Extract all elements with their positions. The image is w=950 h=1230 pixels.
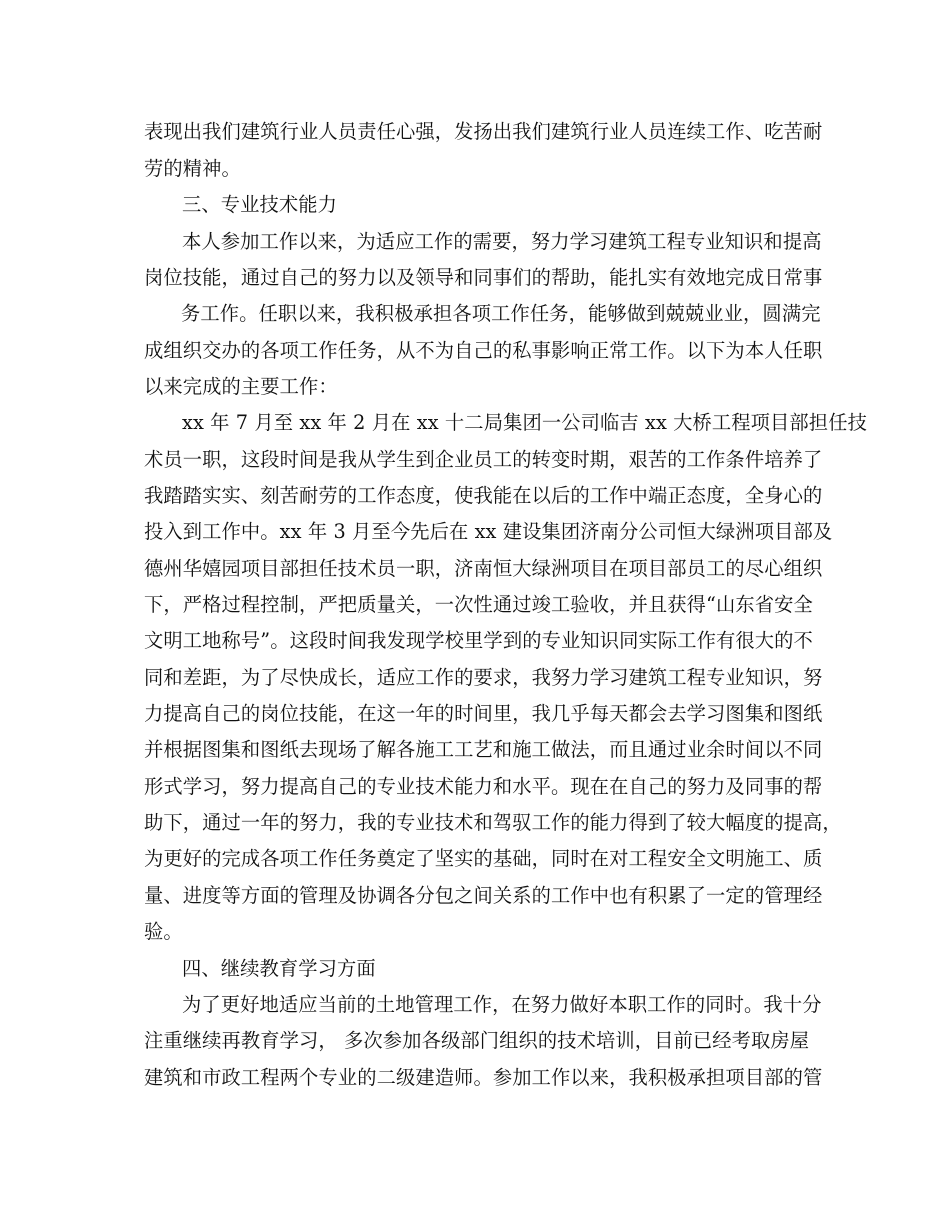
paragraph-line: xx 年 7 月至 xx 年 2 月在 xx 十二局集团一公司临吉 xx 大桥工程项目部担任技 <box>182 411 867 434</box>
paragraph-line: 量、进度等方面的管理及协调各分包之间关系的工作中也有积累了一定的管理经 <box>144 884 823 907</box>
section-heading-professional-skills: 三、专业技术能力 <box>182 193 338 216</box>
paragraph-line: 术员一职，这段时间是我从学生到企业员工的转变时期，艰苦的工作条件培养了 <box>144 448 823 471</box>
paragraph-line: 并根据图集和图纸去现场了解各施工工艺和施工做法，而且通过业余时间以不同 <box>144 738 823 761</box>
paragraph-line: 表现出我们建筑行业人员责任心强，发扬出我们建筑行业人员连续工作、吃苦耐 <box>144 120 823 143</box>
paragraph-line: 形式学习，努力提高自己的专业技术能力和水平。现在在自己的努力及同事的帮 <box>144 775 823 798</box>
paragraph-line: 为更好的完成各项工作任务奠定了坚实的基础，同时在对工程安全文明施工、质 <box>144 847 823 870</box>
paragraph-line: 注重继续再教育学习， 多次参加各级部门组织的技术培训，目前已经考取房屋 <box>144 1029 810 1052</box>
section-heading-continuing-education: 四、继续教育学习方面 <box>182 957 376 980</box>
paragraph-line: 劳的精神。 <box>144 157 241 180</box>
paragraph-line: 助下，通过一年的努力，我的专业技术和驾驭工作的能力得到了较大幅度的提高， <box>144 811 842 834</box>
paragraph-line: 以来完成的主要工作： <box>144 375 338 398</box>
paragraph-line: 务工作。任职以来，我积极承担各项工作任务，能够做到兢兢业业，圆满完 <box>181 302 821 325</box>
paragraph-line: 德州华嬉园项目部担任技术员一职，济南恒大绿洲项目在项目部员工的尽心组织 <box>144 557 823 580</box>
paragraph-line: 本人参加工作以来，为适应工作的需要，努力学习建筑工程专业知识和提高 <box>182 230 822 253</box>
paragraph-line: 验。 <box>144 920 183 943</box>
paragraph-line: 下，严格过程控制，严把质量关，一次性通过竣工验收，并且获得“山东省安全 <box>144 593 813 616</box>
paragraph-line: 力提高自己的岗位技能，在这一年的时间里，我几乎每天都会去学习图集和图纸 <box>144 702 823 725</box>
paragraph-line: 建筑和市政工程两个专业的二级建造师。参加工作以来，我积极承担项目部的管 <box>144 1066 823 1089</box>
paragraph-line: 文明工地称号”。这段时间我发现学校里学到的专业知识同实际工作有很大的不 <box>144 629 813 652</box>
paragraph-line: 为了更好地适应当前的土地管理工作，在努力做好本职工作的同时。我十分 <box>182 993 822 1016</box>
paragraph-line: 我踏踏实实、刻苦耐劳的工作态度，使我能在以后的工作中端正态度，全身心的 <box>144 484 823 507</box>
paragraph-line: 投入到工作中。xx 年 3 月至今先后在 xx 建设集团济南分公司恒大绿洲项目部及 <box>144 520 833 543</box>
paragraph-line: 同和差距，为了尽快成长，适应工作的要求，我努力学习建筑工程专业知识，努 <box>144 666 823 689</box>
paragraph-line: 岗位技能，通过自己的努力以及领导和同事们的帮助，能扎实有效地完成日常事 <box>144 266 823 289</box>
paragraph-line: 成组织交办的各项工作任务，从不为自己的私事影响正常工作。以下为本人任职 <box>144 339 823 362</box>
